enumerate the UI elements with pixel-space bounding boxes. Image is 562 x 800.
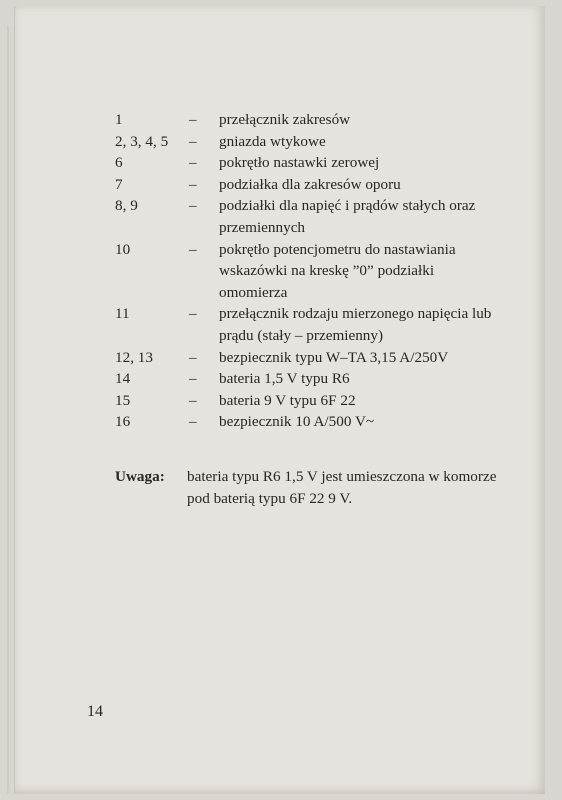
legend-description: bezpiecznik 10 A/500 V~ (219, 413, 375, 431)
page-number: 14 (87, 703, 103, 720)
legend-number: 12, 13 (115, 348, 153, 366)
legend-row (115, 152, 505, 174)
note-text: bateria typu R6 1,5 V jest umieszczona w komorze pod baterią typu 6F 22 9 V. (187, 468, 497, 507)
legend-description: podziałki dla napięć i prądów stałych oraz przemiennych (219, 197, 476, 236)
legend-row (115, 174, 505, 196)
legend-number: 6 (115, 154, 123, 172)
legend-description: gniazda wtykowe (219, 132, 326, 150)
legend-dash: – (189, 240, 197, 258)
legend-row (115, 368, 505, 390)
note-label: Uwaga: (115, 468, 165, 485)
legend-dash: – (189, 154, 197, 172)
legend-dash: – (189, 197, 197, 215)
legend-row (115, 131, 505, 153)
legend-row (115, 303, 505, 346)
legend-row (115, 411, 505, 433)
legend-row (115, 347, 505, 369)
legend-description: bateria 9 V typu 6F 22 (219, 391, 356, 409)
legend-description: przełącznik zakresów (219, 111, 351, 128)
legend-row (115, 109, 505, 131)
legend-row (115, 239, 505, 304)
legend-description: bezpiecznik typu W–TA 3,15 A/250V (219, 348, 449, 366)
legend-dash: – (189, 111, 197, 128)
document-page (14, 6, 545, 794)
legend-dash: – (189, 305, 197, 323)
legend-dash: – (189, 175, 197, 193)
legend-dash: – (189, 370, 197, 388)
legend-number: 2, 3, 4, 5 (115, 132, 169, 150)
legend-number: 14 (115, 370, 131, 388)
parts-legend (115, 109, 505, 433)
legend-description: pokrętło potencjometru do nastawiania wskazówki na kreskę ”0” podziałki omomierza (219, 240, 456, 301)
legend-number: 10 (115, 240, 131, 258)
legend-row (115, 390, 505, 412)
legend-number: 1 (115, 111, 123, 128)
page-edge (7, 26, 9, 794)
legend-dash: – (189, 413, 197, 431)
legend-description: bateria 1,5 V typu R6 (219, 370, 350, 388)
legend-number: 7 (115, 175, 123, 193)
note (115, 466, 515, 510)
legend-dash: – (189, 132, 197, 150)
legend-description: pokrętło nastawki zerowej (219, 154, 380, 172)
legend-number: 15 (115, 391, 131, 409)
legend-number: 11 (115, 305, 130, 323)
legend-dash: – (189, 391, 197, 409)
legend-description: podziałka dla zakresów oporu (219, 175, 401, 193)
legend-description: przełącznik rodzaju mierzonego napięcia lub prądu (stały – przemienny) (219, 305, 492, 344)
legend-number: 16 (115, 413, 131, 431)
legend-number: 8, 9 (115, 197, 138, 215)
legend-row (115, 195, 505, 238)
legend-dash: – (189, 348, 197, 366)
